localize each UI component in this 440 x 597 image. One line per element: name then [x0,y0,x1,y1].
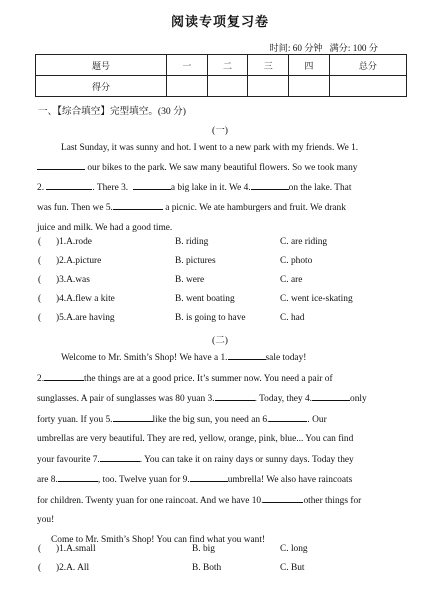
answer-blank[interactable] [44,369,84,381]
answer-blank[interactable] [263,491,303,503]
option-c: C. are riding [280,237,328,247]
row-label: 得分 [36,76,167,97]
score-table-score-row [36,76,407,97]
passage-one [37,138,381,238]
option-a: )1.A.rode [56,237,92,247]
option-a: )4.A.flew a kite [56,294,115,304]
answer-paren[interactable]: ( [38,313,42,323]
header-cell: 总分 [329,55,406,76]
answer-paren[interactable]: ( [38,237,42,247]
passage-line: are 8. , too. Twelve yuan for 9. umbrella! We also have raincoats [37,470,381,491]
passage-line: forty yuan. If you 5. like the big sun, you need an 6. . Our [37,410,381,431]
passage-line: our bikes to the park. We saw many beautiful flowers. So we took many [37,158,381,178]
answer-blank[interactable] [113,198,163,210]
option-b: B. is going to have [175,313,246,323]
option-c: C. long [280,544,308,554]
header-cell: 二 [207,55,248,76]
passage-line: you! [37,515,55,525]
answer-paren[interactable]: ( [38,563,42,573]
passage-line: sunglasses. A pair of sunglasses was 80 yuan 3. . Today, they 4. only [37,389,381,410]
passage-line: 2. the things are at a good price. It’s summer now. You need a pair of [37,369,381,390]
option-c: C. had [280,313,305,323]
answer-paren[interactable]: ( [38,275,42,285]
page-title: 阅读专项复习卷 [170,15,269,30]
full-score: 满分: 100 分 [329,43,378,53]
passage-line: for children. Twenty yuan for one raincoat. And we have 10. other things for [37,491,381,512]
passage-line: Come to Mr. Smith’s Shop! You can find what you want! [51,534,266,545]
score-cell[interactable] [289,76,330,97]
passage-line: juice and milk. We had a good time. [37,223,173,233]
score-table-header-row [36,55,407,76]
answer-blank[interactable] [215,389,255,401]
header-cell: 三 [248,55,289,76]
answer-blank[interactable] [269,410,307,422]
section-heading: 一、【综合填空】完型填空。(30 分) [38,106,186,117]
score-table [35,54,407,97]
answer-blank[interactable] [37,158,85,170]
option-b: B. were [175,275,205,285]
option-a: )5.A.are having [56,313,115,323]
passage-line: Welcome to Mr. Smith’s Shop! We have a 1. sale today! [37,348,381,369]
header-cell: 四 [289,55,330,76]
score-cell[interactable] [248,76,289,97]
score-cell[interactable] [329,76,406,97]
answer-blank[interactable] [312,389,350,401]
option-a: )3.A.was [56,275,90,285]
option-b: B. went boating [175,294,235,304]
passage-line: your favourite 7. . You can take it on rainy days or sunny days. Today they [37,450,381,471]
answer-blank[interactable] [46,178,92,190]
header-cell: 一 [167,55,208,76]
option-a: )2.A. All [56,563,90,573]
answer-blank[interactable] [113,410,153,422]
answer-paren[interactable]: ( [38,256,42,266]
score-cell[interactable] [167,76,208,97]
option-b: B. Both [192,563,222,573]
part-label: (一) [212,125,228,136]
option-c: C. But [280,563,305,573]
answer-blank[interactable] [228,348,266,360]
answer-blank[interactable] [133,178,171,190]
option-b: B. big [192,544,215,554]
passage-line: Last Sunday, it was sunny and hot. I went to a new park with my friends. We 1. [61,143,359,153]
option-a: )2.A.picture [56,256,102,266]
option-c: C. went ice-skating [280,294,353,304]
passage-line: umbrellas are very beautiful. They are red, yellow, orange, pink, blue... You can find [37,434,354,444]
passage-line: was fun. Then we 5. a picnic. We ate hamburgers and fruit. We drank [37,198,381,218]
passage-line: 2. . There 3. a big lake in it. We 4. on the lake. That [37,178,381,198]
option-a: )1.A.small [56,544,96,554]
option-c: C. photo [280,256,313,266]
option-c: C. are [280,275,303,285]
answer-blank[interactable] [190,470,228,482]
time-limit: 时间: 60 分钟 [269,43,323,53]
answer-paren[interactable]: ( [38,544,42,554]
option-b: B. pictures [175,256,216,266]
header-cell: 题号 [36,55,167,76]
part-label: (二) [212,335,228,346]
answer-blank[interactable] [58,470,98,482]
passage-two [37,348,381,550]
answer-blank[interactable] [100,450,140,462]
score-cell[interactable] [207,76,248,97]
option-b: B. riding [175,237,209,247]
answer-blank[interactable] [251,178,289,190]
answer-paren[interactable]: ( [38,294,42,304]
exam-meta [270,40,378,54]
